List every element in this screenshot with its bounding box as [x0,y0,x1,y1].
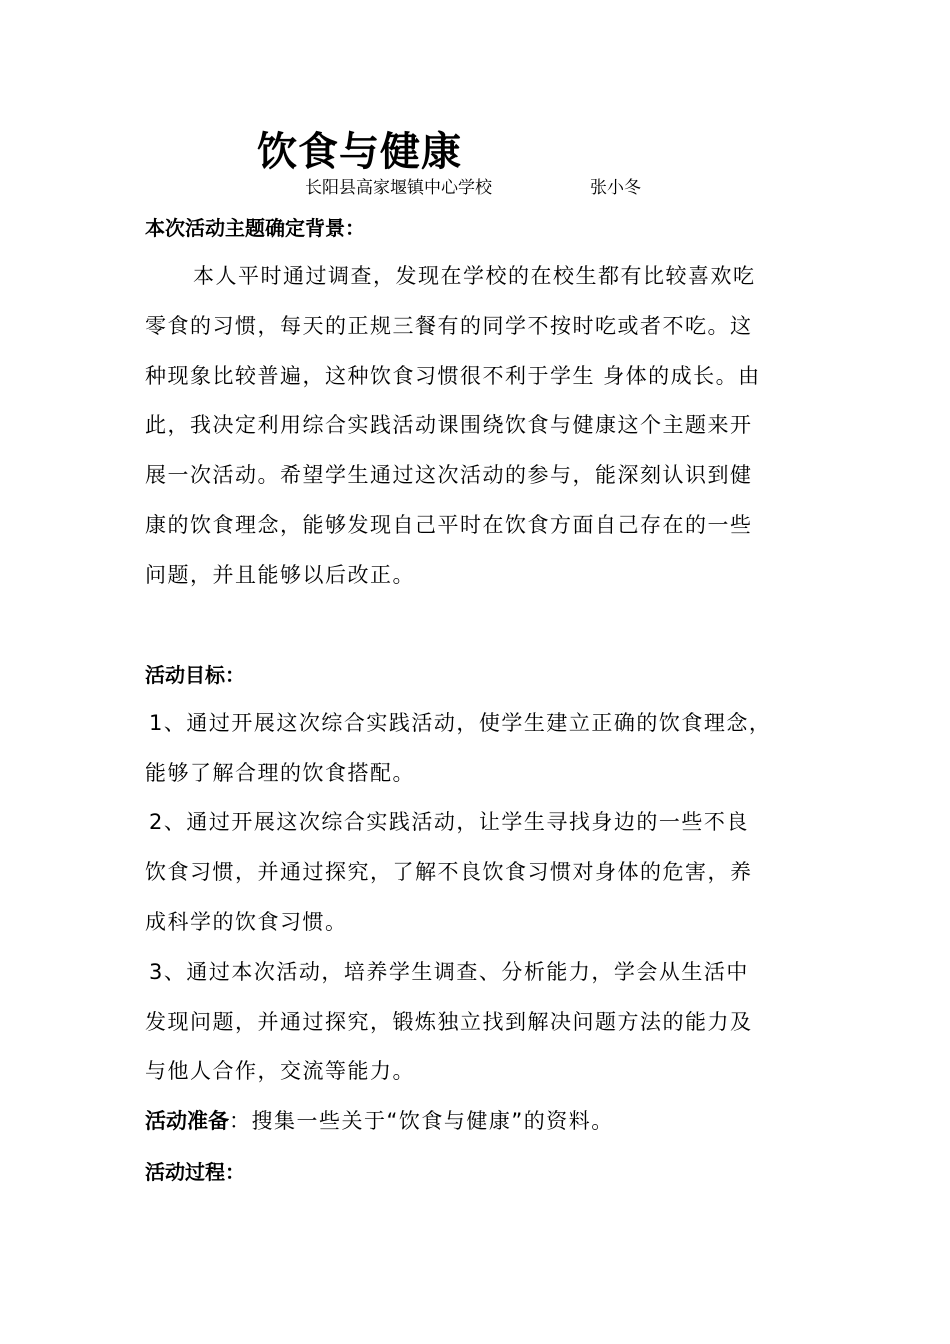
preparation-text: ：搜集一些关于“饮食与健康”的资料。 [229,1109,614,1133]
goals-heading: 活动目标： [145,663,245,687]
background-heading: 本次活动主题确定背景： [145,216,365,240]
goal-line: 饮食习惯，并通过探究，了解不良饮食习惯对身体的危害，养 [145,860,753,884]
goal-line: 3、通过本次活动，培养学生调查、分析能力，学会从生活中 [149,960,749,984]
goal-line: 发现问题，并通过探究，锻炼独立找到解决问题方法的能力及 [145,1010,753,1034]
background-paragraph-line: 展一次活动。希望学生通过这次活动的参与，能深刻认识到健 [145,463,753,487]
preparation-line [145,1106,614,1136]
goal-line: 1、通过开展这次综合实践活动，使学生建立正确的饮食理念， [149,711,772,735]
document-title: 饮食与健康 [257,129,462,175]
background-paragraph-line: 种现象比较普遍，这种饮食习惯很不利于学生 身体的成长。由 [145,364,761,388]
background-paragraph-line: 此，我决定利用综合实践活动课围绕饮食与健康这个主题来开 [145,413,753,437]
preparation-label: 活动准备 [145,1109,229,1133]
school-name: 长阳县高家堰镇中心学校 [305,178,492,198]
goal-line: 2、通过开展这次综合实践活动，让学生寻找身边的一些不良 [149,810,749,834]
background-paragraph-line: 问题，并且能够以后改正。 [145,563,415,587]
background-paragraph-line: 零食的习惯，每天的正规三餐有的同学不按时吃或者不吃。这 [145,314,753,338]
process-heading: 活动过程： [145,1160,245,1184]
background-paragraph-line: 本人平时通过调查，发现在学校的在校生都有比较喜欢吃 [193,264,756,288]
goal-line: 与他人合作，交流等能力。 [145,1059,415,1083]
author-name: 张小冬 [590,178,641,198]
background-paragraph-line: 康的饮食理念，能够发现自己平时在饮食方面自己存在的一些 [145,513,753,537]
goal-line: 能够了解合理的饮食搭配。 [145,761,415,785]
goal-line: 成科学的饮食习惯。 [145,910,348,934]
